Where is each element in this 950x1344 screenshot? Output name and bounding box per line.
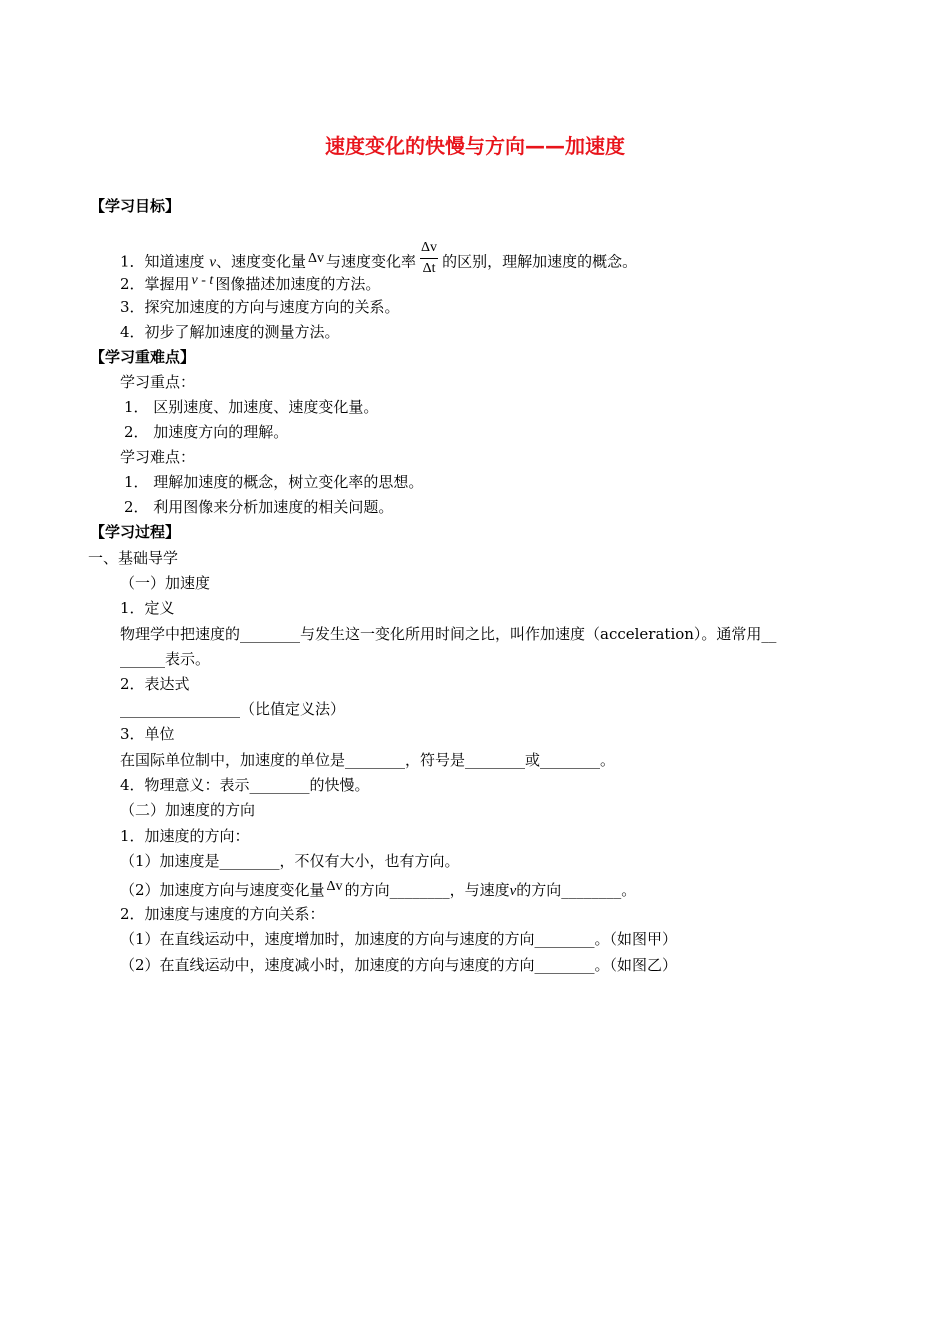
focus-label: 学习重点：: [120, 373, 196, 391]
objective-item-3: 3．探究加速度的方向与速度方向的关系。: [120, 298, 400, 316]
objective-1-suffix: 的区别，理解加速度的概念。: [442, 252, 638, 271]
definition-line-2: ______表示。: [120, 650, 211, 668]
delta-v-symbol: Δv: [308, 250, 325, 266]
unit-label: 3．单位: [120, 725, 175, 743]
direction-label: 1．加速度的方向：: [120, 827, 250, 845]
definition-label: 1．定义: [120, 599, 175, 617]
direction-2-prefix: （2）加速度方向与速度变化量: [120, 881, 325, 899]
direction-item-2: [120, 880, 636, 902]
objective-2-prefix: 2．掌握用: [120, 275, 190, 293]
page-title: 速度变化的快慢与方向——加速度: [325, 134, 625, 158]
direction-item-1: （1）加速度是________，不仅有大小，也有方向。: [120, 852, 460, 870]
difficulty-label: 学习难点：: [120, 448, 196, 466]
expression-label: 2．表达式: [120, 675, 190, 693]
direction-2-suffix: 的方向________。: [516, 881, 637, 899]
keypoints-heading: 【学习重难点】: [90, 348, 196, 366]
fraction-numerator: Δv: [420, 240, 438, 259]
subsection-acceleration: （一）加速度: [120, 574, 211, 592]
direction-2-mid: 的方向________，与速度: [344, 881, 510, 899]
relation-item-2: （2）在直线运动中，速度减小时，加速度的方向与速度的方向________。（如图乙）: [120, 956, 678, 974]
objective-item-2: [120, 274, 380, 296]
difficulty-item-1: 1． 理解加速度的概念，树立变化率的思想。: [124, 473, 424, 491]
difficulty-item-2: 2． 利用图像来分析加速度的相关问题。: [124, 498, 394, 516]
rate-fraction: [420, 240, 438, 277]
definition-line-1: 物理学中把速度的________与发生这一变化所用时间之比，叫作加速度（acceleration）。通常用__: [120, 625, 777, 643]
physical-meaning-line: 4．物理意义：表示________的快慢。: [120, 776, 370, 794]
objective-2-suffix: 图像描述加速度的方法。: [215, 275, 381, 293]
fraction-denominator: Δt: [422, 261, 436, 276]
velocity-symbol: v: [509, 883, 517, 899]
unit-line: 在国际单位制中，加速度的单位是________，符号是________或________。: [120, 751, 616, 769]
expression-line: ________________（比值定义法）: [120, 700, 346, 718]
delta-v-symbol: Δv: [326, 879, 343, 894]
velocity-symbol: v: [209, 254, 216, 271]
vt-symbol: v - t: [191, 273, 214, 288]
relation-item-1: （1）在直线运动中，速度增加时，加速度的方向与速度的方向________。（如图甲）: [120, 930, 678, 948]
objectives-heading: 【学习目标】: [90, 197, 181, 215]
focus-item-1: 1． 区别速度、加速度、速度变化量。: [124, 398, 379, 416]
process-heading: 【学习过程】: [90, 523, 181, 541]
subsection-direction: （二）加速度的方向: [120, 801, 256, 819]
section-basic-guide: 一、基础导学: [88, 549, 179, 567]
objective-1-prefix: 1．知道速度: [120, 252, 205, 271]
focus-item-2: 2． 加速度方向的理解。: [124, 423, 289, 441]
objective-1-mid1: 、速度变化量: [216, 252, 307, 271]
relation-label: 2．加速度与速度的方向关系：: [120, 905, 325, 923]
objective-1-mid2: 与速度变化率: [326, 252, 417, 271]
objective-item-4: 4．初步了解加速度的测量方法。: [120, 323, 340, 341]
